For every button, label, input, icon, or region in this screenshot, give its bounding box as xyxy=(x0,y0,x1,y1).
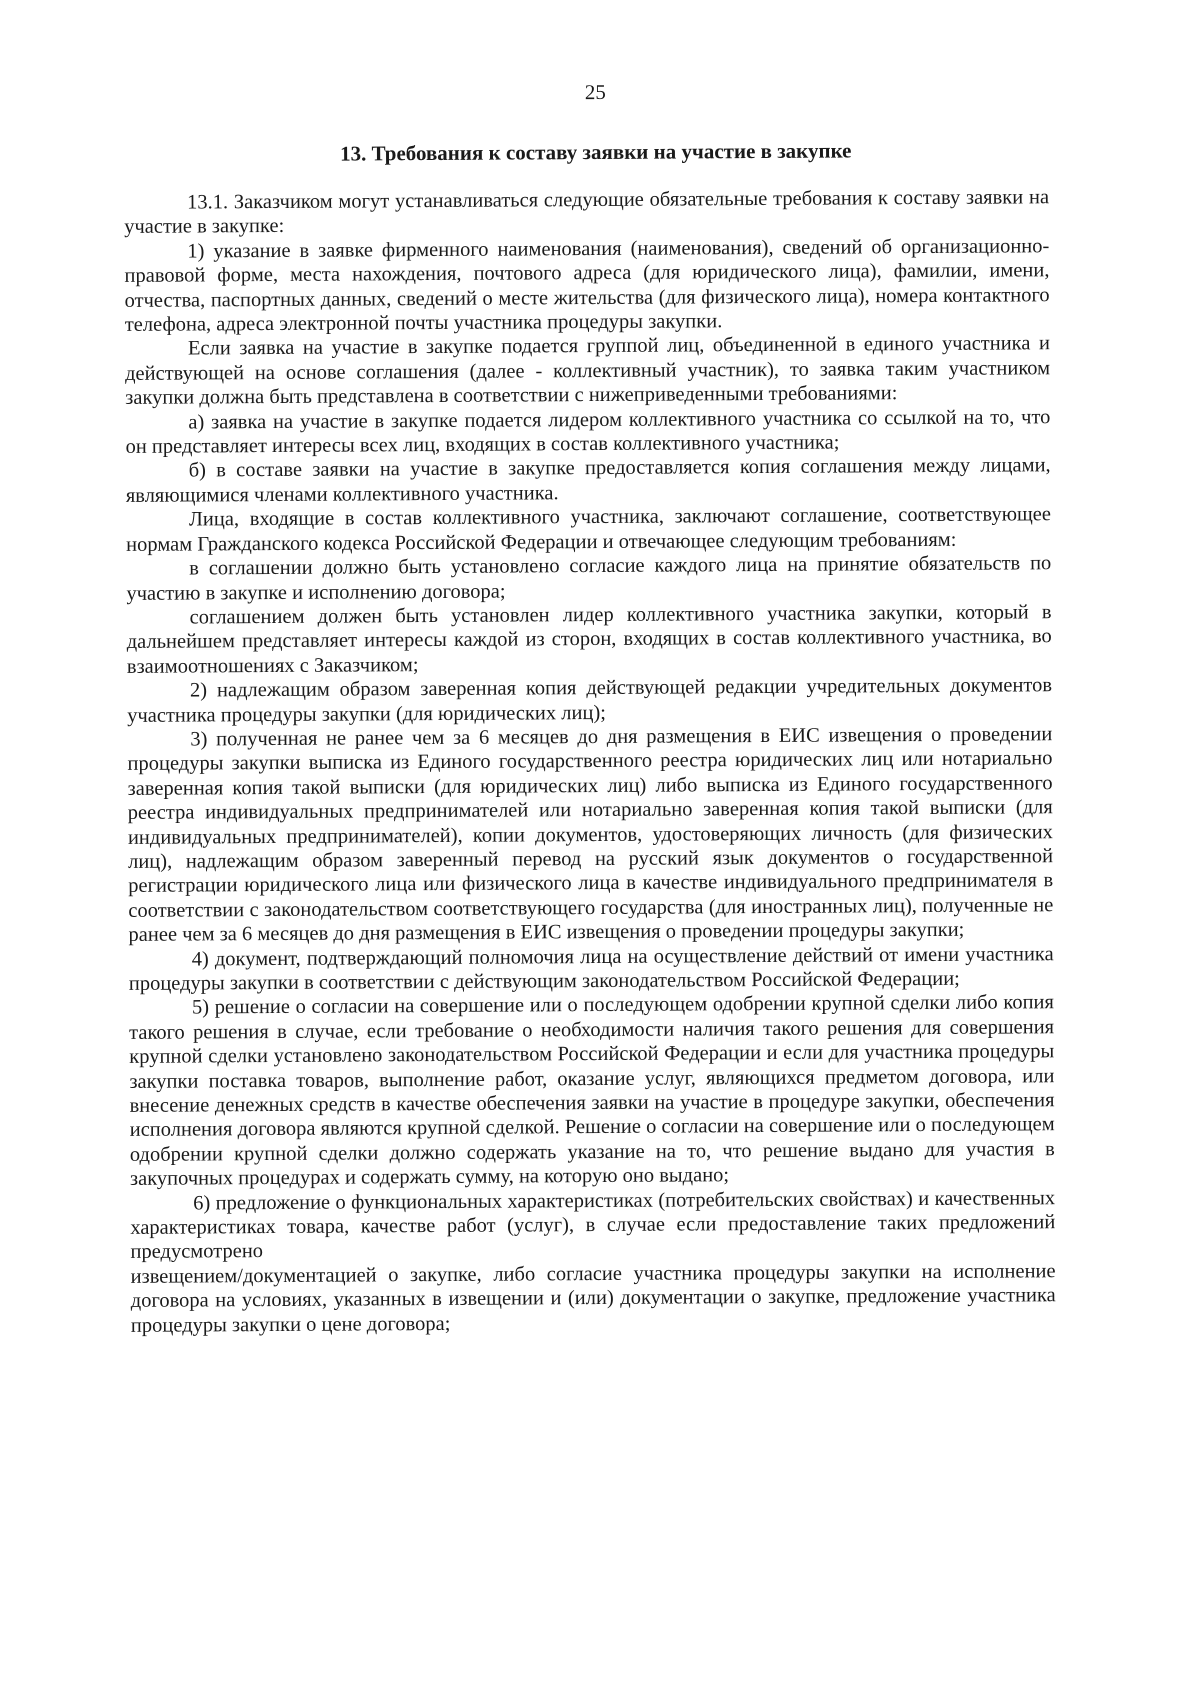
document-body xyxy=(124,185,1056,1338)
paragraph-leader: соглашением должен быть установлен лидер коллективного участника закупки, который в дальнейшем представляет интересы каждой из сторон, входящих в состав коллективного участника, во взаимоотношениях с Заказчиком; xyxy=(126,601,1052,678)
paragraph-item-2: 2) надлежащим образом заверенная копия действующей редакции учредительных документов участника процедуры закупки (для юридических лиц); xyxy=(127,674,1053,727)
paragraph-item-6-continued: извещением/документацией о закупке, либо согласие участника процедуры закупки на исполнение договора на условиях, указанных в извещении и (или) документации о закупке, предложение участника процедуры закупки о цене договора; xyxy=(130,1260,1056,1337)
paragraph-item-1: 1) указание в заявке фирменного наименования (наименования), сведений об организационно-правовой форме, места нахождения, почтового адреса (для юридического лица), фамилии, имени, отчества, паспортных данных, сведений о месте жительства (для физического лица), номера контактного телефона, адреса электронной почты участника процедуры закупки. xyxy=(124,235,1050,336)
paragraph-item-6: 6) предложение о функциональных характеристиках (потребительских свойствах) и качественных характеристиках товара, качестве работ (услуг), в случае если предоставление таких предложений предусмотрено xyxy=(130,1186,1056,1264)
paragraph-13-1: 13.1. Заказчиком могут устанавливаться следующие обязательные требования к составу заявки на участие в закупке: xyxy=(124,186,1050,239)
section-title: 13. Требования к составу заявки на участие в закупке xyxy=(339,138,852,166)
paragraph-consent: в соглашении должно быть установлено согласие каждого лица на принятие обязательств по участию в закупке и исполнению договора; xyxy=(126,552,1052,605)
paragraph-item-4: 4) документ, подтверждающий полномочия лица на осуществление действий от имени участника процедуры закупки в соответствии с действующим законодательством Российской Федерации; xyxy=(128,942,1054,995)
paragraph-item-a: а) заявка на участие в закупке подается лидером коллективного участника со ссылкой на то, что он представляет интересы всех лиц, входящих в состав коллективного участника; xyxy=(125,405,1051,458)
page-number: 25 xyxy=(584,79,606,105)
paragraph-item-5: 5) решение о согласии на совершение или о последующем одобрении крупной сделки либо копия такого решения в случае, если требование о необходимости наличия такого решения для совершения крупной сделки установлено законодательством Российской Федерации и если для участника процедуры закупки поставка товаров, выполнение работ, оказание услуг, являющихся предметом договора, или внесение денежных средств в качестве обеспечения заявки на участие в процедуре закупки, обеспечения исполнения договора являются крупной сделкой. Решение о согласии на совершение или о последующем одобрении крупной сделки должно содержать указание на то, что решение выдано для участия в закупочных процедурах и содержать сумму, на которую оно выдано; xyxy=(129,991,1055,1191)
paragraph-item-b: б) в составе заявки на участие в закупке предоставляется копия соглашения между лицами, являющимися членами коллективного участника. xyxy=(125,454,1051,507)
paragraph-agreement-intro: Лица, входящие в состав коллективного участника, заключают соглашение, соответствующее нормам Гражданского кодекса Российской Федерации и отвечающее следующим требованиям: xyxy=(126,503,1052,556)
paragraph-collective-intro: Если заявка на участие в закупке подается группой лиц, объединенной в единого участника и действующей на основе соглашения (далее - коллективный участник), то заявка таким участником закупки должна быть представлена в соответствии с нижеприведенными требованиями: xyxy=(125,332,1051,410)
paragraph-item-3: 3) полученная не ранее чем за 6 месяцев до дня размещения в ЕИС извещения о проведении процедуры закупки выписка из Единого государственного реестра юридических лиц или нотариально заверенная копия такой выписки (для юридических лиц) либо выписка из Единого государственного реестра индивидуальных предпринимателей или нотариально заверенная копия такой выписки (для индивидуальных предпринимателей), копии документов, удостоверяющих личность (для физических лиц), надлежащим образом заверенный перевод на русский язык документов о государственной регистрации юридического лица или физического лица в качестве индивидуального предпринимателя в соответствии с законодательством соответствующего государства (для иностранных лиц), полученные не ранее чем за 6 месяцев до дня размещения в ЕИС извещения о проведении процедуры закупки; xyxy=(127,723,1054,947)
